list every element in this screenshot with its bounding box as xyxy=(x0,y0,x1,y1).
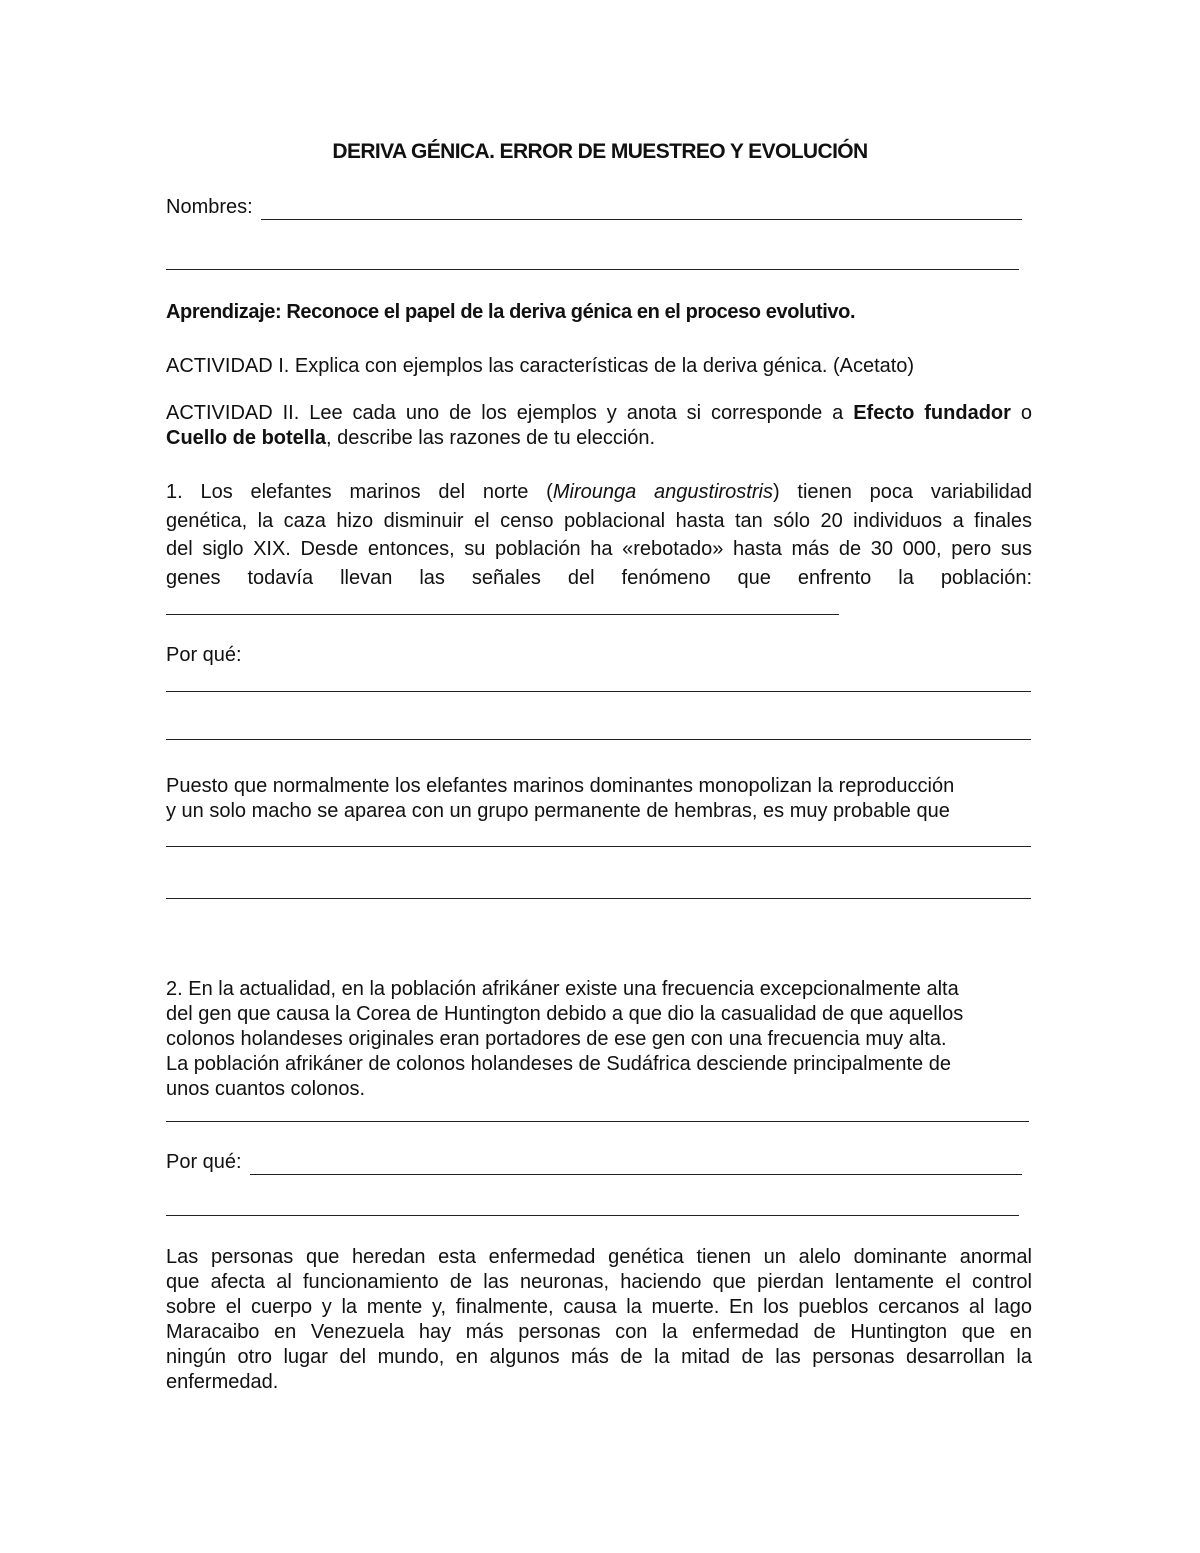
ejemplo-2-paragraph xyxy=(166,977,1032,1102)
ejemplo-1-por-que-line-1[interactable] xyxy=(166,691,1031,692)
puesto-line-1: Puesto que normalmente los elefantes marinos dominantes monopolizan la reproducción xyxy=(166,775,955,797)
ejemplo-1-por-que-line-2[interactable] xyxy=(166,739,1031,740)
ejemplo-2-line-5: unos cuantos colonos. xyxy=(166,1078,366,1100)
ejemplo-2-answer-line[interactable] xyxy=(166,1121,1029,1122)
ejemplo-1-por-que-label: Por qué: xyxy=(166,644,242,666)
closing-line-4: Maracaibo en Venezuela hay más personas con la enfermedad de Huntington que en xyxy=(166,1321,1032,1343)
ejemplo-1-line-3: del siglo XIX. Desde entonces, su población ha «rebotado» hasta más de 30 000, pero sus xyxy=(166,538,1032,560)
ejemplo-1-puesto-paragraph xyxy=(166,774,1036,824)
ejemplo-1-answer-line[interactable] xyxy=(166,614,839,615)
puesto-answer-line-1[interactable] xyxy=(166,846,1031,847)
closing-line-6: enfermedad. xyxy=(166,1371,279,1393)
ejemplo-2-line-4: La población afrikáner de colonos holandeses de Sudáfrica desciende principalmente de xyxy=(166,1053,951,1075)
actividad-1: ACTIVIDAD I. Explica con ejemplos las características de la deriva génica. (Acetato) xyxy=(166,355,915,377)
ejemplo-2-por-que-label: Por qué: xyxy=(166,1151,242,1173)
nombres-answer-line[interactable] xyxy=(261,201,1022,220)
actividad-2-line-2: Cuello de botella, describe las razones de tu elección. xyxy=(166,427,656,449)
aprendizaje-statement: Aprendizaje: Reconoce el papel de la deriva génica en el proceso evolutivo. xyxy=(166,301,856,323)
ejemplo-1-line-4: genes todavía llevan las señales del fenómeno que enfrento la población: xyxy=(166,566,1032,589)
ejemplo-2-line-2: del gen que causa la Corea de Huntington debido a que dio la casualidad de que aquellos xyxy=(166,1003,964,1025)
closing-line-2: que afecta al funcionamiento de las neuronas, haciendo que pierdan lentamente el control xyxy=(166,1271,1032,1293)
ejemplo-2-line-1: 2. En la actualidad, en la población afrikáner existe una frecuencia excepcionalmente alta xyxy=(166,978,959,1000)
closing-line-3: sobre el cuerpo y la mente y, finalmente, causa la muerte. En los pueblos cercanos al lago xyxy=(166,1296,1032,1318)
page-title: DERIVA GÉNICA. ERROR DE MUESTREO Y EVOLUCIÓN xyxy=(332,140,868,163)
nombres-row xyxy=(166,195,1022,220)
ejemplo-2-por-que-row xyxy=(166,1150,1022,1175)
closing-line-5: ningún otro lugar del mundo, en algunos más de la mitad de las personas desarrollan la xyxy=(166,1346,1032,1368)
puesto-answer-line-2[interactable] xyxy=(166,898,1031,899)
puesto-line-2: y un solo macho se aparea con un grupo permanente de hembras, es muy probable que xyxy=(166,800,950,822)
nombres-answer-line-2[interactable] xyxy=(166,269,1019,270)
cuello-botella-term: Cuello de botella xyxy=(166,427,327,449)
species-name: Mirounga angustirostris xyxy=(552,481,773,503)
ejemplo-2-por-que-line-2[interactable] xyxy=(166,1215,1019,1216)
ejemplo-1-line-2: genética, la caza hizo disminuir el censo poblacional hasta tan sólo 20 individuos a finales xyxy=(166,509,1032,532)
closing-line-1: Las personas que heredan esta enfermedad genética tienen un alelo dominante anormal xyxy=(166,1246,1032,1268)
ejemplo-2-closing-paragraph xyxy=(166,1245,1032,1395)
ejemplo-1-paragraph xyxy=(166,478,1032,592)
efecto-fundador-term: Efecto fundador xyxy=(853,402,1011,424)
ejemplo-2-por-que-line-1[interactable] xyxy=(250,1156,1022,1175)
actividad-2-line-1: ACTIVIDAD II. Lee cada uno de los ejemplos y anota si corresponde a Efecto fundador o xyxy=(166,402,1032,424)
nombres-label: Nombres: xyxy=(166,196,253,218)
ejemplo-1-line-1: 1. Los elefantes marinos del norte (Mirounga angustirostris) tienen poca variabilidad xyxy=(166,481,1033,503)
ejemplo-2-line-3: colonos holandeses originales eran portadores de ese gen con una frecuencia muy alta. xyxy=(166,1028,947,1050)
actividad-2 xyxy=(166,401,1032,451)
